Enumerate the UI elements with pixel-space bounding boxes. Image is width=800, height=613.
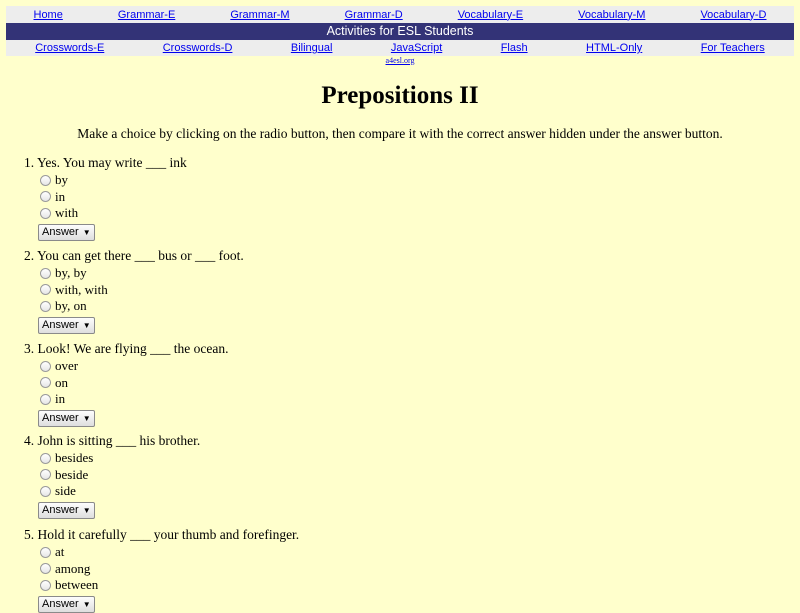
option[interactable]: [40, 391, 228, 408]
option[interactable]: [40, 298, 244, 315]
page-title: Prepositions II: [321, 82, 479, 109]
nav-link-crosswords-d[interactable]: Crosswords-D: [162, 42, 233, 54]
question-4: [24, 433, 200, 519]
question-text: 3. Look! We are flying ___ the ocean.: [24, 341, 229, 356]
radio-button[interactable]: [40, 361, 51, 372]
nav-link-home[interactable]: Home: [33, 8, 63, 21]
nav-link-for-teachers[interactable]: For Teachers: [700, 42, 765, 54]
answer-button[interactable]: [38, 410, 95, 427]
option-label: on: [55, 374, 68, 390]
radio-button[interactable]: [40, 191, 51, 202]
option-label: over: [55, 358, 79, 374]
answer-button-label: Answer: [42, 318, 79, 331]
question-text: 5. Hold it carefully ___ your thumb and forefinger.: [24, 527, 300, 542]
option[interactable]: [40, 358, 228, 375]
option-label: with, with: [55, 281, 108, 297]
option[interactable]: [40, 205, 187, 222]
nav-link-grammar-e[interactable]: Grammar-E: [117, 8, 176, 21]
option-label: in: [55, 391, 66, 407]
radio-button[interactable]: [40, 377, 51, 388]
option-label: besides: [55, 450, 94, 466]
radio-button[interactable]: [40, 580, 51, 591]
option[interactable]: [40, 172, 187, 189]
option-label: beside: [55, 466, 89, 482]
option[interactable]: [40, 450, 200, 467]
option[interactable]: [40, 467, 200, 484]
caret-down-icon: ▼: [82, 227, 91, 237]
nav-link-javascript[interactable]: JavaScript: [390, 42, 443, 54]
site-link-container: [0, 56, 800, 65]
option-label: in: [55, 188, 66, 204]
radio-button[interactable]: [40, 453, 51, 464]
nav-link-bilingual[interactable]: Bilingual: [290, 42, 333, 54]
question-text: 4. John is sitting ___ his brother.: [24, 433, 201, 448]
caret-down-icon: ▼: [82, 413, 91, 423]
option-label: side: [55, 483, 76, 499]
caret-down-icon: ▼: [82, 320, 91, 330]
question-3: [24, 341, 228, 427]
radio-button[interactable]: [40, 563, 51, 574]
nav-link-flash[interactable]: Flash: [500, 42, 528, 54]
nav-link-grammar-d[interactable]: Grammar-D: [344, 8, 403, 21]
option[interactable]: [40, 375, 228, 392]
nav-link-vocabulary-e[interactable]: Vocabulary-E: [457, 8, 524, 21]
option-label: between: [55, 577, 99, 593]
option-label: by: [55, 172, 68, 188]
question-text: 2. You can get there ___ bus or ___ foot.: [24, 248, 244, 263]
instructions: Make a choice by clicking on the radio button, then compare it with the correct answer hidden under the answer button.: [77, 126, 723, 141]
option[interactable]: [40, 282, 244, 299]
radio-button[interactable]: [40, 175, 51, 186]
question-text: 1. Yes. You may write ___ ink: [24, 155, 187, 170]
nav-bar-bottom: [6, 40, 794, 56]
radio-button[interactable]: [40, 547, 51, 558]
option-label: at: [55, 544, 65, 560]
nav-link-crosswords-e[interactable]: Crosswords-E: [35, 42, 105, 54]
answer-button[interactable]: [38, 317, 95, 334]
radio-button[interactable]: [40, 284, 51, 295]
option-label: with: [55, 205, 79, 221]
answer-button-label: Answer: [42, 597, 79, 610]
nav-link-grammar-m[interactable]: Grammar-M: [230, 8, 290, 21]
option-label: by, by: [55, 265, 87, 281]
option[interactable]: [40, 561, 299, 578]
answer-button-label: Answer: [42, 225, 79, 238]
radio-button[interactable]: [40, 469, 51, 480]
nav-link-vocabulary-d[interactable]: Vocabulary-D: [700, 8, 767, 21]
nav-bar-top: [6, 6, 794, 23]
nav-link-vocabulary-m[interactable]: Vocabulary-M: [578, 8, 646, 21]
question-1: [24, 155, 187, 241]
answer-button[interactable]: [38, 596, 95, 613]
radio-button[interactable]: [40, 301, 51, 312]
answer-button-label: Answer: [42, 411, 79, 424]
site-link[interactable]: a4esl.org: [385, 56, 415, 65]
radio-button[interactable]: [40, 208, 51, 219]
option[interactable]: [40, 577, 299, 594]
radio-button[interactable]: [40, 394, 51, 405]
option-label: among: [55, 560, 91, 576]
option[interactable]: [40, 189, 187, 206]
caret-down-icon: ▼: [82, 505, 91, 515]
option[interactable]: [40, 265, 244, 282]
option[interactable]: [40, 544, 299, 561]
caret-down-icon: ▼: [82, 599, 91, 609]
radio-button[interactable]: [40, 486, 51, 497]
option[interactable]: [40, 483, 200, 500]
site-banner: Activities for ESL Students: [6, 23, 794, 40]
radio-button[interactable]: [40, 268, 51, 279]
answer-button-label: Answer: [42, 503, 79, 516]
option-label: by, on: [55, 298, 87, 314]
answer-button[interactable]: [38, 224, 95, 241]
answer-button[interactable]: [38, 502, 95, 519]
question-2: [24, 248, 244, 334]
nav-link-html-only[interactable]: HTML-Only: [586, 42, 643, 54]
